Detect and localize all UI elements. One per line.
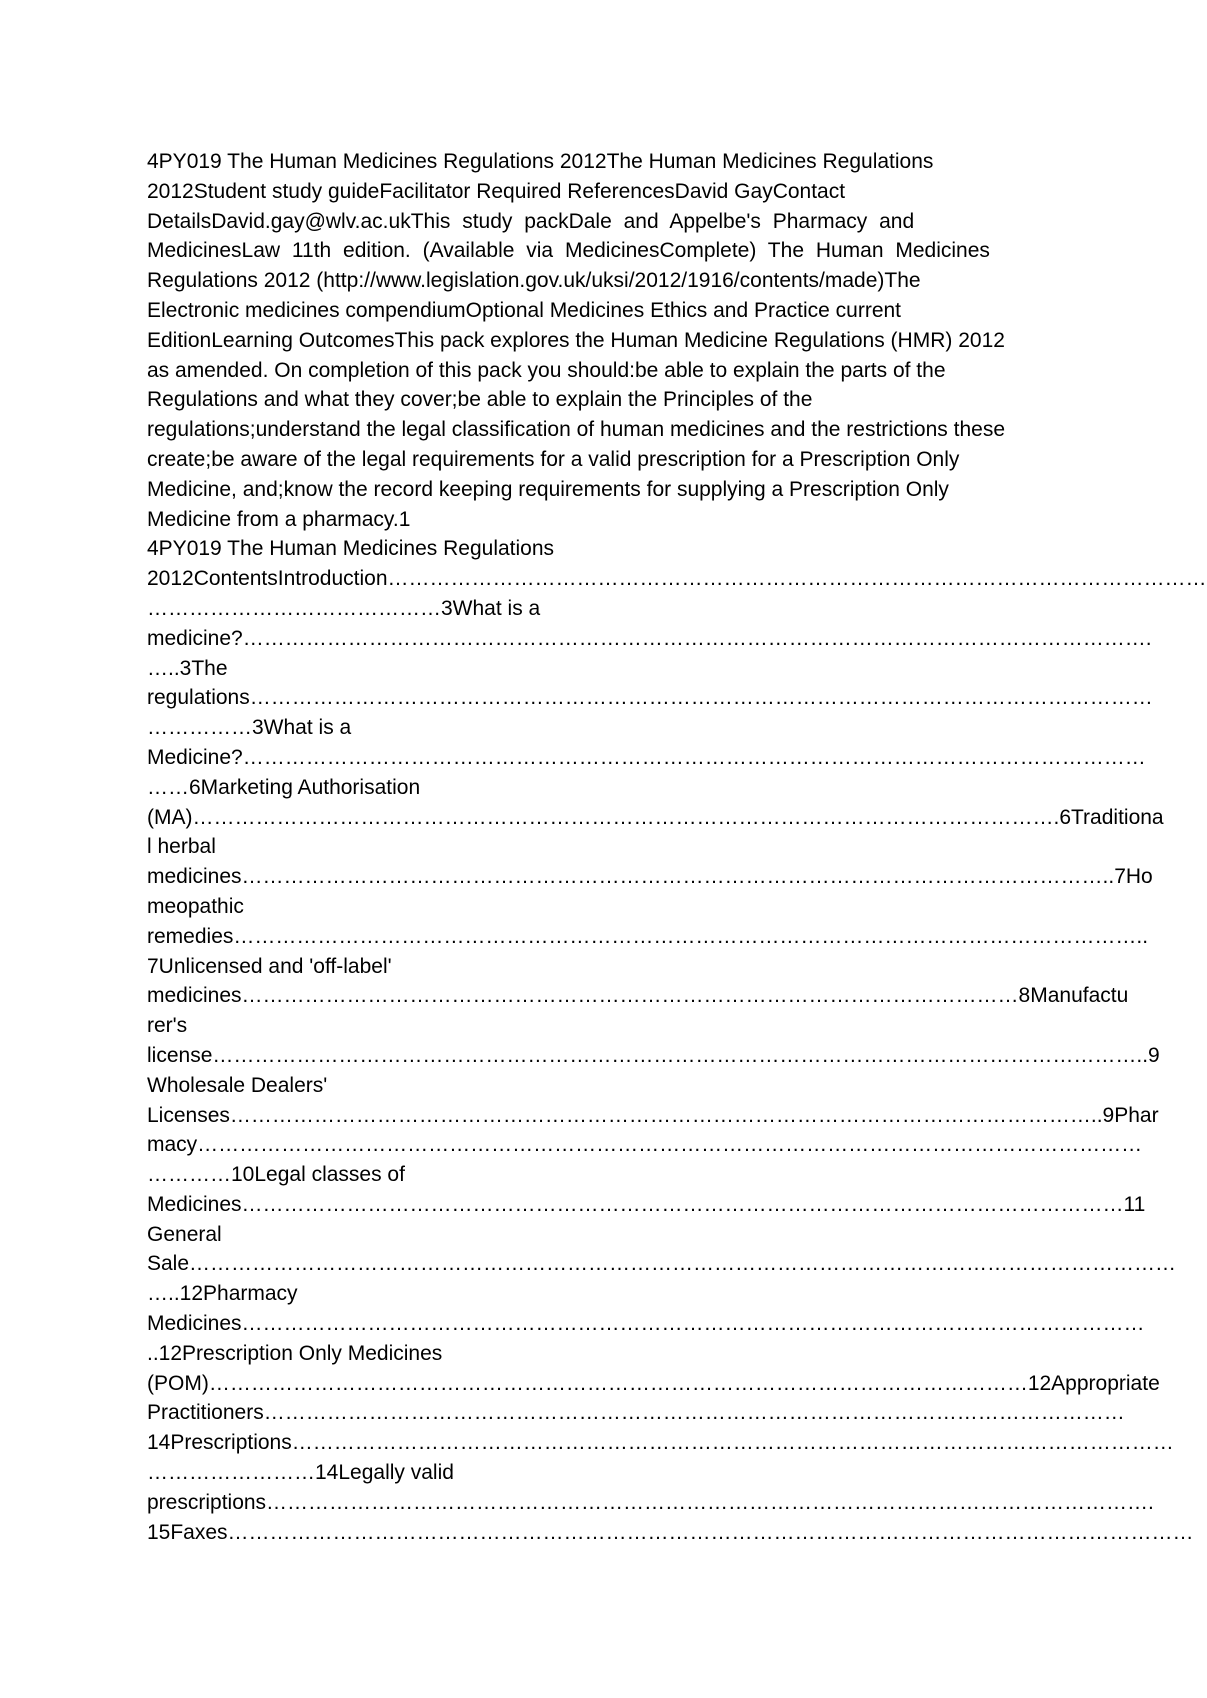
document-text-line: regulations………………………………………………………………………………………………………………… bbox=[147, 686, 1153, 710]
document-text-line: General bbox=[147, 1222, 222, 1246]
document-text-line: Sale…………………………………………………………………………………………………………………………… bbox=[147, 1252, 1177, 1276]
document-text-line: MedicinesLaw 11th edition. (Available via MedicinesComplete) The Human Medicines bbox=[147, 239, 990, 263]
document-text-line: create;be aware of the legal requirements for a valid prescription for a Prescription Only bbox=[147, 447, 960, 471]
document-text-line: EditionLearning OutcomesThis pack explores the Human Medicine Regulations (HMR) 2012 bbox=[147, 328, 1005, 352]
document-text-line: macy……………………………………………………………………………………………………………………… bbox=[147, 1133, 1143, 1157]
document-text-line: Medicine, and;know the record keeping requirements for supplying a Prescription Only bbox=[147, 477, 949, 501]
document-text-line: …………10Legal classes of bbox=[147, 1163, 405, 1187]
document-text-line: 4PY019 The Human Medicines Regulations 2012The Human Medicines Regulations bbox=[147, 150, 934, 173]
document-text-line: as amended. On completion of this pack you should:be able to explain the parts of the bbox=[147, 358, 946, 382]
document-text-line: …..3The bbox=[147, 656, 228, 680]
document-text-line: Wholesale Dealers' bbox=[147, 1073, 328, 1097]
document-text-line: Medicine from a pharmacy.1 bbox=[147, 507, 411, 531]
document-text-line: ……………3What is a bbox=[147, 716, 352, 740]
document-text-line: 14Prescriptions……………………………………………………………………………………………………………… bbox=[147, 1431, 1174, 1455]
document-text-line: 4PY019 The Human Medicines Regulations bbox=[147, 537, 555, 561]
document-text-line: 2012Student study guideFacilitator Required ReferencesDavid GayContact bbox=[147, 179, 846, 203]
document-text-line: Medicines………………………………………………………………………………………………………………… bbox=[147, 1312, 1145, 1336]
document-text-line: Licenses……………………………………………………………………………………………………………..9Phar bbox=[147, 1103, 1159, 1127]
document-text-line: ……………………………………3What is a bbox=[147, 596, 541, 620]
document-text-line: Electronic medicines compendiumOptional Medicines Ethics and Practice current bbox=[147, 298, 902, 322]
document-text-line: l herbal bbox=[147, 835, 216, 859]
document-text-line: regulations;understand the legal classification of human medicines and the restrictions these bbox=[147, 418, 1005, 442]
document-text-line: prescriptions………………………………………………………………………………………………………………. bbox=[147, 1490, 1154, 1514]
document-text-line: ……………………14Legally valid bbox=[147, 1461, 454, 1485]
document-text-line: 7Unlicensed and 'off-label' bbox=[147, 954, 392, 978]
document-text-line: Practitioners…………………………………………………………………………………………………………… bbox=[147, 1401, 1125, 1425]
document-text-line: license……………………………………………………………………………………………………………………..9 bbox=[147, 1043, 1160, 1067]
document-body bbox=[147, 147, 1207, 1547]
document-text-line: Regulations 2012 (http://www.legislation.gov.uk/uksi/2012/1916/contents/made)The bbox=[147, 269, 921, 293]
document-text-line: meopathic bbox=[147, 894, 244, 918]
document-text-line: DetailsDavid.gay@wlv.ac.ukThis study packDale and Appelbe's Pharmacy and bbox=[147, 209, 915, 233]
document-text-line: medicines……………………………………………………………………………………………………………..7Ho bbox=[147, 865, 1153, 889]
document-text-line: rer's bbox=[147, 1014, 188, 1038]
document-text-line: ……6Marketing Authorisation bbox=[147, 775, 421, 799]
document-text-line: Regulations and what they cover;be able to explain the Principles of the bbox=[147, 388, 813, 412]
document-text-line: ..12Prescription Only Medicines bbox=[147, 1341, 443, 1365]
document-text-line: medicines…………………………………………………………………………………………………8Manufactu bbox=[147, 984, 1129, 1008]
document-text-line: 15Faxes………………………………………………………………………………………………………………………… bbox=[147, 1520, 1194, 1544]
document-text-line: (POM)………………………………………………………………………………………………………12Appropriate bbox=[147, 1371, 1160, 1395]
document-text-line: Medicine?………………………………………………………………………………………………………………… bbox=[147, 745, 1146, 769]
document-text-line: medicine?…………………………………………………………………………………………………………………. bbox=[147, 626, 1152, 650]
document-text-line: 2012ContentsIntroduction……………………………………………………………………………………………………… bbox=[147, 567, 1207, 591]
document-text-line: Medicines………………………………………………………………………………………………………………11 bbox=[147, 1192, 1146, 1216]
document-text-line: (MA)…………………………………………………………………………………………………………….6Traditiona bbox=[147, 805, 1164, 829]
document-text-line: …..12Pharmacy bbox=[147, 1282, 298, 1306]
document-text-line: remedies………………………………………………………………………………………………………………….. bbox=[147, 924, 1149, 948]
